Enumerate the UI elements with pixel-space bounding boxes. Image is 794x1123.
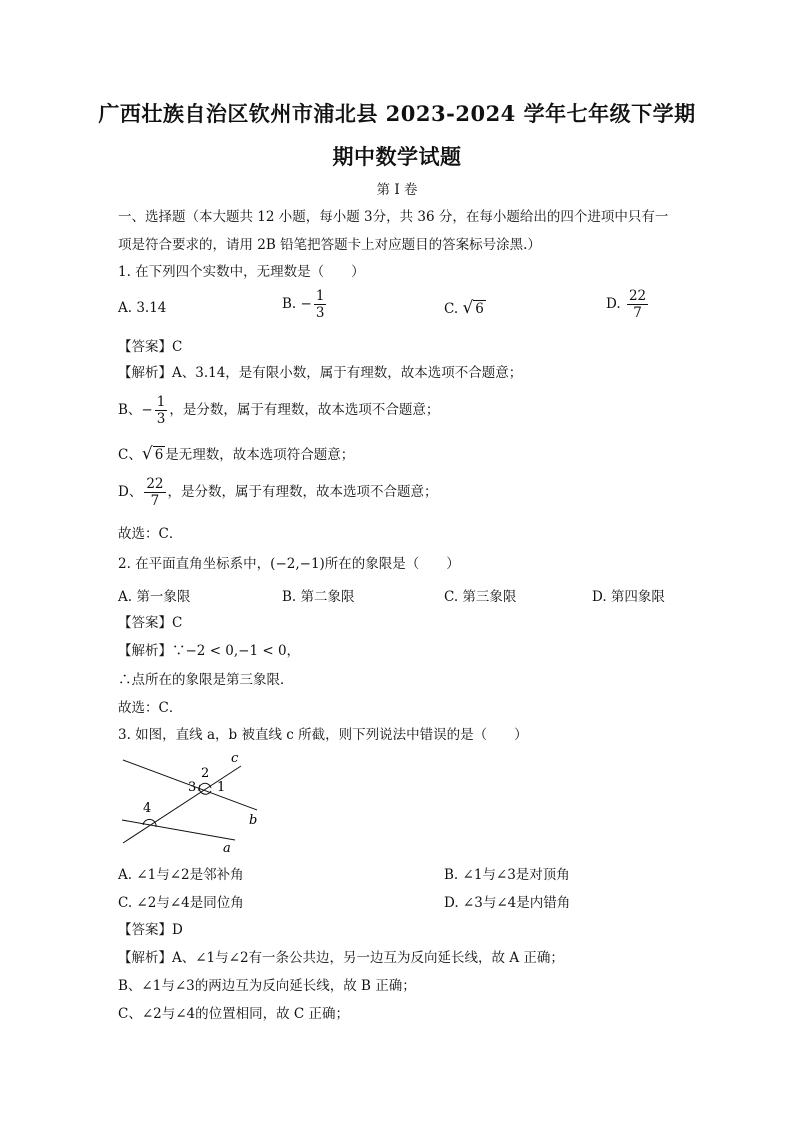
option-label: D. <box>606 296 621 312</box>
question-1-option-a: A. 3.14 <box>118 300 167 316</box>
fraction <box>314 288 327 321</box>
question-3-option-c: C. ∠2与∠4是同位角 <box>118 895 244 911</box>
section-instructions-line-1: 一、选择题（本大题共 12 小题，每小题 3分，共 36 分，在每小题给出的四个进项中只有一 <box>118 209 669 225</box>
question-1-answer: 【答案】C <box>118 339 183 355</box>
square-root <box>142 444 165 465</box>
radicand: 6 <box>154 447 164 463</box>
numerator: 1 <box>315 288 325 304</box>
numerator: 22 <box>628 288 647 304</box>
question-2-explanation-1: 【解析】∵−2 < 0,−1 < 0， <box>118 643 301 659</box>
question-3-answer: 【答案】D <box>118 922 183 938</box>
question-2-option-b: B. 第二象限 <box>282 589 355 605</box>
question-1-explanation-d <box>118 476 438 509</box>
section-instructions-line-2: 项是符合要求的，请用 2B 铅笔把答题卡上对应题目的答案标号涂黑.） <box>118 237 541 253</box>
question-3-option-d: D. ∠3与∠4是内错角 <box>444 895 571 911</box>
label-angle-1: 1 <box>217 780 226 795</box>
question-2-conclusion: 故选：C． <box>118 700 183 716</box>
line-a <box>122 820 235 840</box>
question-3-explanation-1: 【解析】A、∠1与∠2有一条公共边，另一边互为反向延长线，故 A 正确； <box>118 950 564 966</box>
question-1-option-d <box>606 288 650 321</box>
question-1-explanation-c <box>118 444 354 465</box>
question-3-option-b: B. ∠1与∠3是对顶角 <box>444 867 570 883</box>
explanation-text: 是无理数，故本选项符合题意； <box>165 447 355 463</box>
question-3-explanation-3: C、∠2与∠4的位置相同，故 C 正确； <box>118 1006 350 1022</box>
question-1-explanation-b <box>118 394 439 427</box>
option-label: C. <box>444 301 459 317</box>
question-1-option-b <box>282 288 328 321</box>
question-3-option-a: A. ∠1与∠2是邻补角 <box>118 867 244 883</box>
radical-sign-icon: √ <box>462 298 474 318</box>
square-root <box>462 298 485 319</box>
question-2-option-a: A. 第一象限 <box>118 589 191 605</box>
radical-sign-icon: √ <box>141 444 153 464</box>
denominator: 3 <box>315 305 325 321</box>
denominator: 7 <box>144 492 165 509</box>
denominator: 3 <box>156 411 166 427</box>
question-1-explanation-a: 【解析】A、3.14，是有限小数，属于有理数，故本选项不合题意； <box>118 365 523 381</box>
minus-sign: − <box>300 296 312 312</box>
label-a: a <box>223 841 231 856</box>
volume-heading: 第 I 卷 <box>376 182 418 198</box>
question-1-conclusion: 故选：C． <box>118 526 183 542</box>
explanation-label: C、 <box>118 447 142 463</box>
question-2-option-c: C. 第三象限 <box>444 589 517 605</box>
explanation-label: D、 <box>118 484 143 500</box>
question-3-explanation-2: B、∠1与∠3的两边互为反向延长线，故 B 正确； <box>118 978 416 994</box>
numerator: 22 <box>146 476 164 492</box>
minus-sign: − <box>141 402 153 418</box>
question-2-answer: 【答案】C <box>118 615 183 631</box>
label-angle-3: 3 <box>188 780 197 795</box>
explanation-text: ，是分数，属于有理数，故本选项不合题意； <box>169 402 440 418</box>
label-angle-2: 2 <box>201 766 210 781</box>
question-2-stem: 2. 在平面直角坐标系中，(−2,−1)所在的象限是（ ） <box>118 556 460 572</box>
fraction <box>627 288 648 321</box>
label-b: b <box>249 813 258 828</box>
fraction <box>155 394 168 427</box>
fraction <box>144 476 165 509</box>
question-1-stem: 1. 在下列四个实数中，无理数是（ ） <box>118 264 365 280</box>
document-title-line-2: 期中数学试题 <box>332 144 462 169</box>
question-2-explanation-2: ∴点所在的象限是第三象限． <box>118 672 294 688</box>
line-c <box>123 766 241 843</box>
transversal-lines-figure <box>115 748 275 856</box>
question-1-option-c <box>444 298 486 319</box>
option-label: B. <box>282 296 297 312</box>
question-3-stem: 3. 如图，直线 a，b 被直线 c 所截，则下列说法中错误的是（ ） <box>118 727 528 743</box>
question-2-option-d: D. 第四象限 <box>592 589 665 605</box>
radicand: 6 <box>475 301 484 317</box>
numerator: 1 <box>156 394 166 410</box>
label-c: c <box>231 751 239 766</box>
label-angle-4: 4 <box>143 801 152 816</box>
document-title-line-1: 广西壮族自治区钦州市浦北县 2023-2024 学年七年级下学期 <box>98 101 696 126</box>
explanation-label: B、 <box>118 402 142 418</box>
explanation-text: ，是分数，属于有理数，故本选项不合题意； <box>167 484 438 500</box>
denominator: 7 <box>627 304 648 321</box>
